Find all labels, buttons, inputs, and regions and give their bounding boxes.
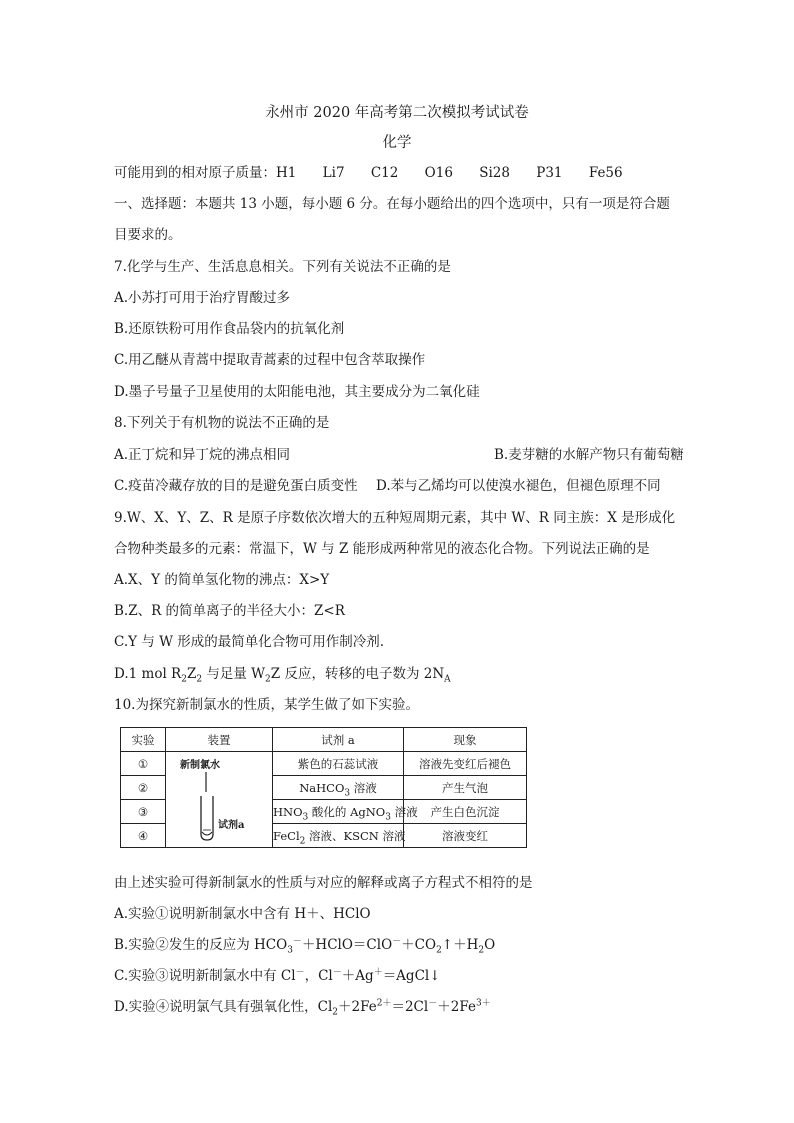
apparatus-label-top: 新制氯水: [180, 760, 220, 771]
apparatus-label-bottom: 试剂a: [218, 820, 245, 831]
q9-option-a: A.X、Y 的简单氢化物的沸点：X>Y: [114, 572, 330, 588]
phenomenon-cell: 溶液变红: [404, 824, 527, 848]
atomic-masses: [114, 163, 645, 183]
q8-option-c: C.疫苗冷藏存放的目的是避免蛋白质变性: [114, 478, 358, 494]
table-row: [121, 752, 527, 776]
table-header: 装置: [166, 728, 273, 752]
reagent-cell: FeCl$_2$ 溶液、KSCN 溶液: [273, 824, 404, 848]
q10-option-c: C.实验③说明新制氯水中有 Cl－，Cl－＋Ag＋＝AgCl↓: [114, 967, 441, 984]
q9-stem: 9.W、X、Y、Z、R 是原子序数依次增大的五种短周期元素，其中 W、R 同主族：X 是形成化: [114, 510, 676, 526]
experiment-id: ④: [121, 824, 166, 848]
atomic-mass-item: O16: [424, 165, 453, 181]
phenomenon-cell: 产生气泡: [404, 776, 527, 800]
reagent-cell: NaHCO$_3$ 溶液: [273, 776, 404, 800]
atomic-mass-item: C12: [370, 165, 399, 181]
exam-title: 永州市 2020 年高考第二次模拟考试试卷: [265, 105, 529, 121]
q10-lead: 由上述实验可得新制氯水的性质与对应的解释或离子方程式不相符的是: [114, 875, 533, 891]
q10-stem: 10.为探究新制氯水的性质，某学生做了如下实验。: [114, 697, 419, 713]
q10-option-d: D.实验④说明氯气具有强氧化性，$Cl_2+2Fe^{2+}=2Cl^-+2Fe^{3+}$: [114, 998, 491, 1018]
q9-option-b: B.Z、R 的简单离子的半径大小：Z<R: [114, 603, 345, 619]
atomic-mass-item: H1: [276, 165, 297, 181]
q7-option-b: B.还原铁粉可用作食品袋内的抗氧化剂: [114, 321, 345, 337]
q9-option-c: C.Y 与 W 形成的最简单化合物可用作制冷剂.: [114, 634, 385, 650]
atomic-masses-label: 可能用到的相对原子质量：: [114, 165, 276, 181]
apparatus-cell: [166, 752, 273, 848]
q9-stem-cont: 合物种类最多的元素：常温下，W 与 Z 能形成两种常见的液态化合物。下列说法正确的是: [114, 541, 650, 557]
q10-option-b: B.实验②发生的反应为 $HCO_3^-+HClO=ClO^-+CO_2↑+H_2O$: [114, 936, 496, 956]
q8-options-ab: [114, 445, 684, 465]
q8-option-d: D.苯与乙烯均可以使溴水褪色，但褪色原理不同: [376, 478, 661, 494]
experiment-id: ②: [121, 776, 166, 800]
q7-option-a: A.小苏打可用于治疗胃酸过多: [114, 290, 291, 306]
q8-options-cd: [114, 476, 661, 496]
q8-option-a: A.正丁烷和异丁烷的沸点相同: [114, 447, 291, 463]
section-instructions: 一、选择题：本题共 13 小题，每小题 6 分。在每小题给出的四个选项中，只有一项是符合题: [114, 196, 670, 212]
reagent-cell: 紫色的石蕊试液: [273, 752, 404, 776]
table-header: 现象: [404, 728, 527, 752]
atomic-mass-item: Li7: [322, 165, 345, 181]
atomic-mass-item: Si28: [479, 165, 510, 181]
q8-stem: 8.下列关于有机物的说法不正确的是: [114, 415, 330, 431]
phenomenon-cell: 溶液先变红后褪色: [404, 752, 527, 776]
q8-option-b: B.麦芽糖的水解产物只有葡萄糖: [494, 447, 684, 463]
table-header: 试剂 a: [273, 728, 404, 752]
q10-option-a: A.实验①说明新制氯水中含有 H＋、HClO: [114, 906, 371, 922]
atomic-mass-item: P31: [536, 165, 563, 181]
q7-option-c: C.用乙醚从青蒿中提取青蒿素的过程中包含萃取操作: [114, 352, 426, 368]
exam-subject: 化学: [382, 135, 412, 151]
experiment-id: ③: [121, 800, 166, 824]
atomic-mass-item: Fe56: [588, 165, 623, 181]
q9-option-d: D.1 mol $R_2Z_2$ 与足量 $W_2Z$ 反应，转移的电子数为 $2N_A$: [114, 666, 451, 685]
section-instructions-cont: 目要求的。: [114, 227, 182, 243]
table-header: 实验: [121, 728, 166, 752]
experiment-id: ①: [121, 752, 166, 776]
table-header-row: [121, 728, 527, 752]
phenomenon-cell: 产生白色沉淀: [404, 800, 527, 824]
q7-option-d: D.墨子号量子卫星使用的太阳能电池，其主要成分为二氧化硅: [114, 384, 480, 400]
experiment-table: [120, 727, 527, 848]
q7-stem: 7.化学与生产、生活息息相关。下列有关说法不正确的是: [114, 259, 451, 275]
reagent-cell: $HNO_3$ 酸化的 AgNO$_3$ 溶液: [273, 800, 404, 824]
